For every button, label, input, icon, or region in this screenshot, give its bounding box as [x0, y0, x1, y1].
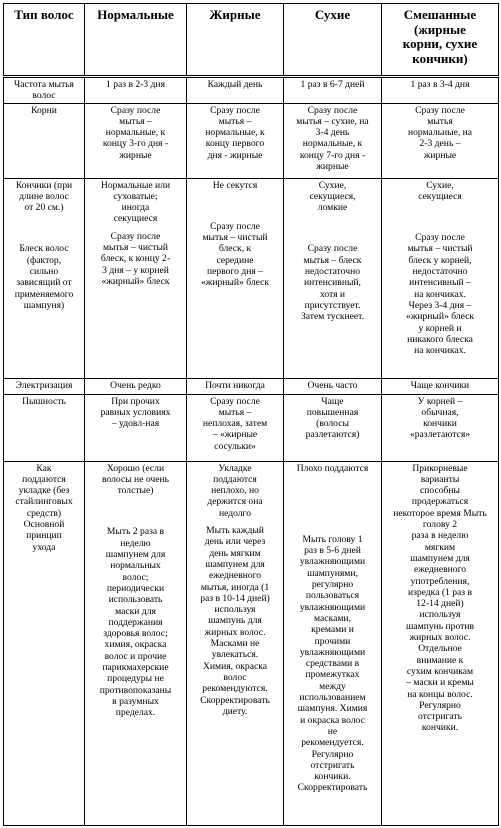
- header-hair-type: Тип волос: [4, 4, 85, 77]
- cell-styling-mixed: Прикорневые варианты способны продержаться некоторое время: [393, 462, 469, 519]
- header-dry: Сухие: [284, 4, 382, 77]
- row-styling-care: [4, 461, 499, 825]
- cell-roots-normal: Сразу после мытья – нормальные, к концу 3-го дня - жирные: [85, 103, 187, 178]
- row-label-styling-care: [4, 461, 85, 825]
- cell-styling-care-dry: [284, 461, 382, 825]
- header-oily: Жирные: [187, 4, 284, 77]
- cell-styling-care-normal: [85, 461, 187, 825]
- row-roots: [4, 103, 499, 178]
- row-static: [4, 378, 499, 394]
- cell-roots-mixed: Сразу после мытья нормальные, на 2-3 день – жирные: [382, 103, 499, 178]
- cell-static-normal: Очень редко: [85, 378, 187, 394]
- cell-styling-dry: Плохо поддаются: [296, 462, 369, 474]
- cell-care-normal: Мыть 2 раза в неделю шампунем для нормальных волос; периодически использовать маски для поддержания здоровья волос; химия, окраска волос и прочие парикмахерские процедуры не противопоказаны в разумных пределах.: [99, 526, 172, 719]
- cell-ends-mixed: Сухие, секущиеся: [418, 179, 462, 202]
- cell-shine-mixed: Сразу после мытья – чистый блеск у корней, недостаточно интенсивный – на кончиках. Через 3-4 дня – «жирный» блеск у корней и никакого блеска на кончиках.: [405, 232, 475, 357]
- cell-roots-dry: Сразу после мытья – сухие, на 3-4 день нормальные, к концу 7-го дня - жирные: [284, 103, 382, 178]
- cell-wash-normal: 1 раз в 2-3 дня: [85, 77, 187, 104]
- hair-types-table: [3, 3, 499, 826]
- cell-ends-shine-mixed: [382, 178, 499, 378]
- row-label-wash-frequency: Частота мытья волос: [4, 77, 85, 104]
- header-mixed: Смешанные (жирные корни, сухие кончики): [382, 4, 499, 77]
- cell-care-dry: Мыть голову 1 раз в 5-6 дней увлажняющими шампунями, регулярно пользоваться увлажняющими масками, кремами и прочими увлажняющими средствами в промежутках между использованием шампуня. Химия и окраска волос не рекомендуется. Регулярно отстригать кончики. Скорректировать: [297, 533, 368, 794]
- cell-styling-care-mixed: [382, 461, 499, 825]
- row-label-shine: Блеск волос (фактор, сильно зависящий от применяемого шампуня): [14, 243, 74, 311]
- cell-care-mixed: Мыть голову 2 раза в неделю мягким шампунем для ежедневного употребления, изредка (1 раз в 12-14 дней) используя шампунь против жирных волос. Отдельное внимание к сухим кончикам – маски и кремы на концы волос. Регулярно отстригать кончики.: [405, 507, 487, 734]
- cell-ends-normal: Нормальные или суховатые; иногда секущиеся: [100, 179, 171, 225]
- header-normal: Нормальные: [85, 4, 187, 77]
- cell-ends-shine-dry: [284, 178, 382, 378]
- header-row: [4, 4, 499, 77]
- cell-shine-oily: Сразу после мытья – чистый блеск, к середине первого дня – «жирный» блеск: [200, 220, 270, 289]
- cell-styling-care-oily: [187, 461, 284, 825]
- cell-volume-oily: Сразу после мытья – неплохая, затем – «жирные сосульки»: [187, 394, 284, 461]
- cell-styling-oily: Укладке поддаются неплохо, но держится она недолго: [207, 462, 263, 519]
- cell-static-dry: Очень часто: [284, 378, 382, 394]
- cell-shine-normal: Сразу после мытья – чистый блеск, к концу 2- 3 дня – у корней «жирный» блеск: [100, 230, 171, 287]
- cell-wash-oily: Каждый день: [187, 77, 284, 104]
- cell-roots-oily: Сразу после мытья – нормальные, к концу первого дня - жирные: [187, 103, 284, 178]
- row-label-volume: Пышность: [4, 394, 85, 461]
- cell-ends-shine-normal: [85, 178, 187, 378]
- cell-care-oily: Мыть каждый день или через день мягким шампунем для ежедневного мытья, иногда (1 раз в 10-14 дней) используя шампунь для жирных волос. Масками не увлекаться. Химия, окраска волос рекомендуются. Скорректировать диету.: [200, 525, 270, 717]
- cell-ends-dry: Сухие, секущиеся, ломкие: [309, 179, 356, 214]
- cell-wash-dry: 1 раз в 6-7 дней: [284, 77, 382, 104]
- row-label-ends: Кончики (при длине волос от 20 см.): [15, 179, 73, 214]
- row-volume: [4, 394, 499, 461]
- cell-volume-mixed: У корней – обычная, кончики «разлетаются»: [382, 394, 499, 461]
- cell-volume-normal: При прочих равных условиях – удовл-ная: [85, 394, 187, 461]
- cell-wash-mixed: 1 раз в 3-4 дня: [382, 77, 499, 104]
- row-label-care: Основной принцип ухода: [23, 519, 65, 553]
- cell-static-mixed: Чаще кончики: [382, 378, 499, 394]
- cell-styling-normal: Хорошо (если волосы не очень толстые): [102, 462, 169, 497]
- row-label-static: Электризация: [4, 378, 85, 394]
- row-label-ends-shine: [4, 178, 85, 378]
- row-label-styling: Как поддаются укладке (без стайлинговых средств): [15, 462, 73, 519]
- cell-shine-dry: Сразу после мытья – блеск недостаточно интенсивный, хотя и присутствует. Затем тускнеет.: [300, 243, 365, 323]
- cell-ends-shine-oily: [187, 178, 284, 378]
- row-label-roots: Корни: [4, 103, 85, 178]
- row-wash-frequency: [4, 77, 499, 104]
- cell-ends-oily: Не секутся: [212, 179, 258, 191]
- cell-volume-dry: Чаще повышенная (волосы разлетаются): [284, 394, 382, 461]
- cell-static-oily: Почти никогда: [187, 378, 284, 394]
- row-ends-shine: [4, 178, 499, 378]
